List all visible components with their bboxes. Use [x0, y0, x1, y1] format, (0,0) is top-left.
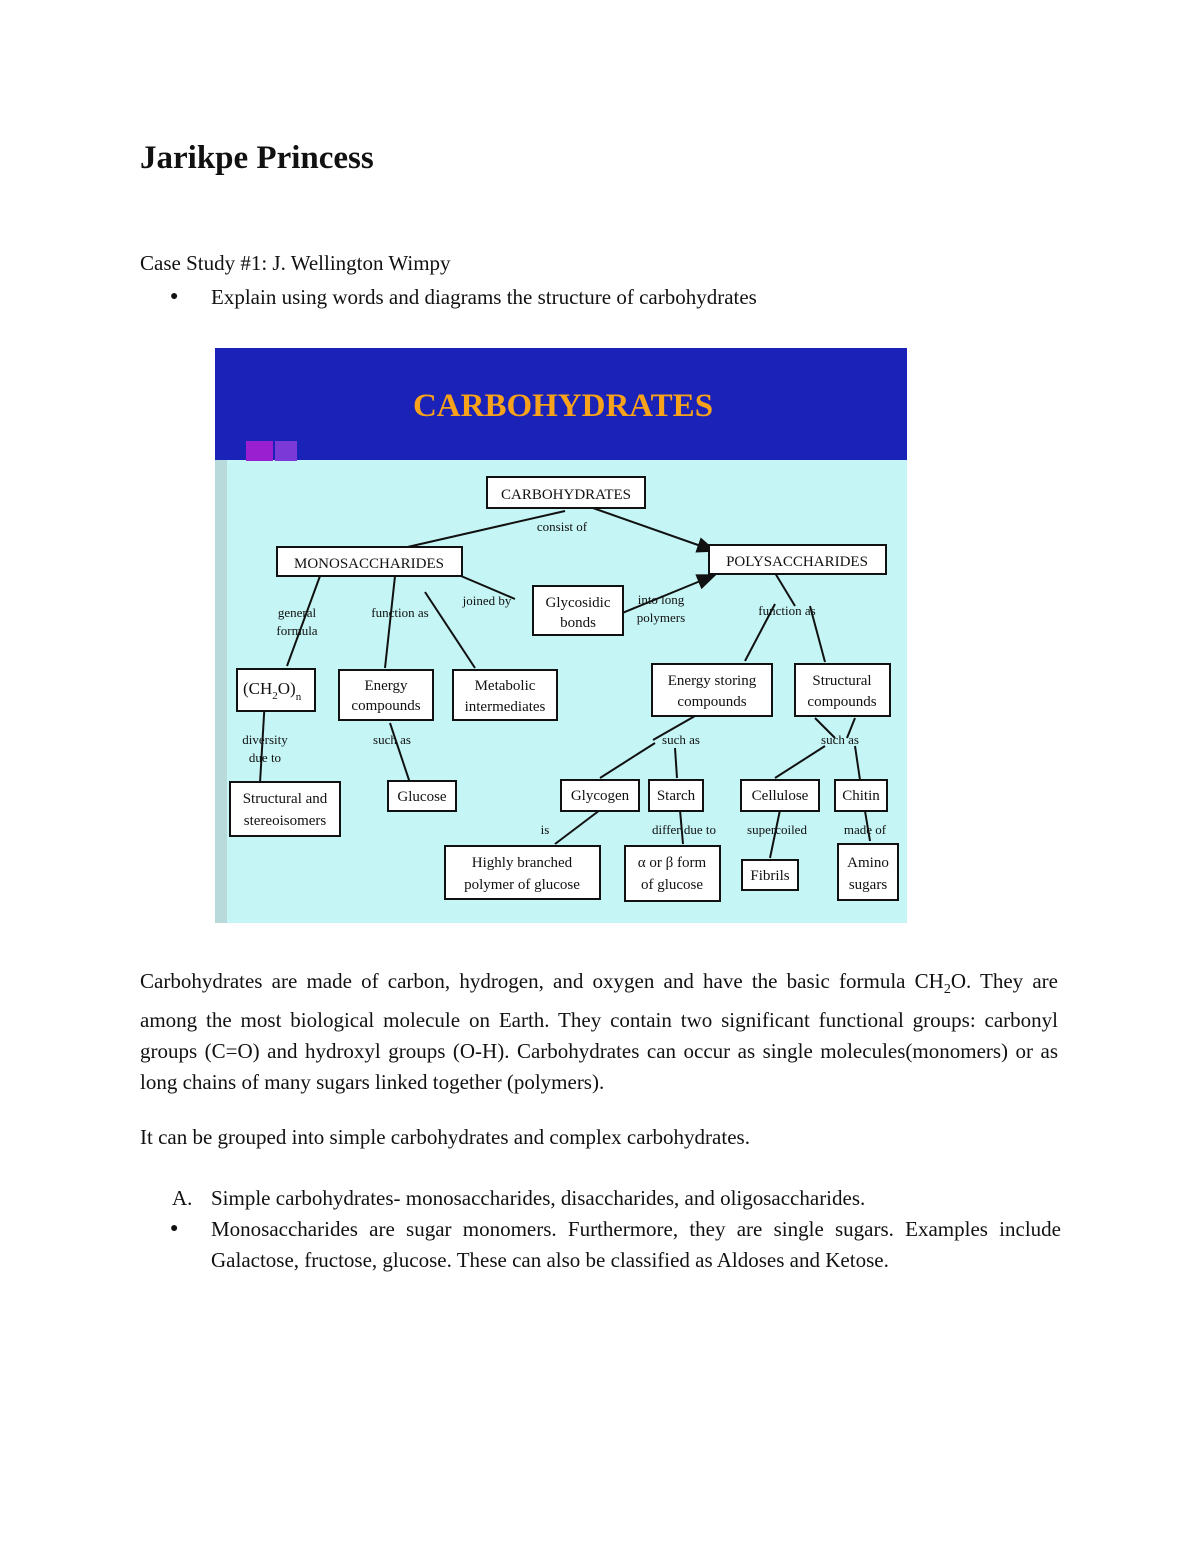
author-name: Jarikpe Princess [140, 140, 374, 176]
link-label: polymers [636, 610, 686, 625]
carbohydrates-concept-map [215, 348, 907, 923]
list-marker: A. [172, 1186, 193, 1210]
link-label: diversity [242, 732, 288, 747]
node-fibrils: Fibrils [750, 868, 790, 884]
node-glycosidic: Glycosidic [545, 595, 611, 611]
paragraph-composition: Carbohydrates are made of carbon, hydrogen, and oxygen and have the basic formula $CH_2O$. They are among the most biological molecule on Earth. They contain two significant functional groups: carbonyl groups (C=O) and hydroxyl groups (O-H). Carbohydrates can occur as single molecules(monomers) or as long chains of many sugars linked together (polymers). [140, 969, 1058, 1095]
node-polysaccharides: POLYSACCHARIDES [726, 554, 868, 570]
link-label: such as [373, 732, 411, 747]
link-label: formula [276, 623, 318, 638]
node-structural: Structural [812, 673, 872, 689]
node-starch: Starch [656, 788, 696, 804]
node-branched: Highly branched [471, 855, 573, 871]
link-label: function as [371, 605, 429, 620]
bullet-icon: ● [170, 289, 179, 304]
paragraph-grouping: It can be grouped into simple carbohydrates and complex carbohydrates. [140, 1125, 750, 1149]
link-label: due to [248, 750, 282, 765]
node-energy-storing: Energy storing [667, 673, 757, 689]
node-energy: Energy [364, 678, 408, 694]
link-label: is [540, 822, 550, 837]
node-glycosidic: bonds [560, 615, 596, 631]
node-energy-storing: compounds [677, 694, 747, 710]
bullet-icon: ● [170, 1221, 179, 1236]
node-chitin: Chitin [842, 788, 880, 804]
node-amino: sugars [848, 877, 888, 893]
link-label: differ due to [651, 822, 717, 837]
node-formula: $(CH_2O)_n$ [243, 679, 302, 703]
node-isomers: stereoisomers [243, 813, 327, 829]
node-alpha-beta: α or β form [637, 855, 707, 871]
node-metabolic: Metabolic [474, 678, 536, 694]
scan-edge [215, 460, 227, 923]
node-glycogen: Glycogen [570, 788, 630, 804]
node-cellulose: Cellulose [751, 788, 809, 804]
node-structural: compounds [807, 694, 877, 710]
link-label: such as [662, 732, 700, 747]
link-label: made of [843, 822, 887, 837]
list-item-text: Simple carbohydrates- monosaccharides, disaccharides, and oligosaccharides. [211, 1186, 866, 1210]
link-label: joined by [462, 593, 512, 608]
list-item-text: Monosaccharides are sugar monomers. Furthermore, they are single sugars. Examples include Galactose, fructose, glucose. These can also be classified as Aldoses and Ketose. [211, 1217, 1061, 1272]
link-label: such as [821, 732, 859, 747]
link-label: into long [637, 592, 685, 607]
node-alpha-beta: of glucose [640, 877, 704, 893]
node-branched: polymer of glucose [464, 877, 580, 893]
node-isomers: Structural and [242, 791, 328, 807]
link-label: general [277, 605, 317, 620]
node-monosaccharides: MONOSACCHARIDES [293, 556, 445, 572]
banner-title: CARBOHYDRATES [412, 388, 714, 424]
link-label: supercoiled [747, 822, 807, 837]
node-energy: compounds [351, 698, 421, 714]
list-item-monosaccharides [140, 1214, 1061, 1276]
decor-square [246, 441, 273, 461]
decor-square [275, 441, 297, 461]
link-label: consist of [536, 519, 588, 534]
node-glucose: Glucose [397, 789, 447, 805]
node-carbohydrates: CARBOHYDRATES [500, 487, 632, 503]
link-label: function as [758, 603, 816, 618]
node-amino: Amino [847, 855, 889, 871]
case-study-title: Case Study #1: J. Wellington Wimpy [140, 251, 451, 275]
task-text: Explain using words and diagrams the structure of carbohydrates [211, 285, 757, 309]
task-bullet [140, 282, 1061, 313]
list-item-simple [140, 1183, 1061, 1214]
node-metabolic: intermediates [464, 699, 546, 715]
